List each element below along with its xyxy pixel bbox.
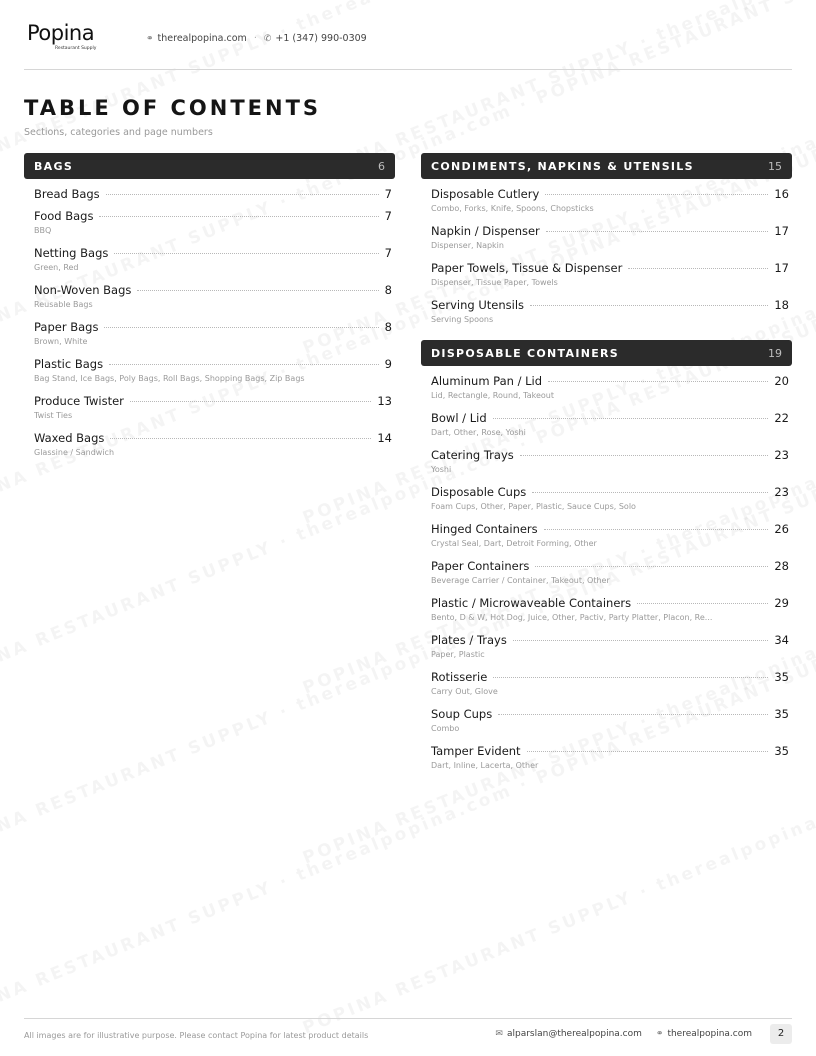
section-bags xyxy=(24,153,395,468)
toc-entry[interactable] xyxy=(421,224,792,251)
entry-name: Paper Containers xyxy=(431,559,530,573)
dot-leader xyxy=(532,492,768,493)
section-header xyxy=(24,153,395,179)
dot-leader xyxy=(493,418,769,419)
entry-subcategories: Reusable Bags xyxy=(34,300,93,309)
entry-name: Disposable Cups xyxy=(431,485,527,499)
toc-entry[interactable] xyxy=(421,187,792,214)
entry-name: Plates / Trays xyxy=(431,633,507,647)
entry-subcategories: Dispenser, Napkin xyxy=(431,241,504,250)
toc-entry[interactable] xyxy=(421,633,792,660)
footer-email[interactable]: alparslan@therealpopina.com xyxy=(506,1029,642,1039)
entry-name: Hinged Containers xyxy=(431,522,538,536)
entry-name: Waxed Bags xyxy=(34,431,105,445)
toc-entry[interactable] xyxy=(421,261,792,288)
section-title: CONDIMENTS, NAPKINS & UTENSILS xyxy=(431,159,694,173)
toc-entry[interactable] xyxy=(421,374,792,401)
section-containers xyxy=(421,340,792,781)
dot-leader xyxy=(109,364,379,365)
entry-page-number: 28 xyxy=(774,559,789,573)
entry-page-number: 26 xyxy=(774,522,789,536)
entry-name: Plastic Bags xyxy=(34,357,104,371)
page-title: TABLE OF CONTENTS xyxy=(24,96,322,120)
entry-subcategories: Bento, D & W, Hot Dog, Juice, Other, Pactiv, Party Platter, Placon, Re... xyxy=(431,613,713,622)
section-title: DISPOSABLE CONTAINERS xyxy=(431,346,620,360)
entry-page-number: 20 xyxy=(774,374,789,388)
toc-entry[interactable] xyxy=(24,394,395,421)
entry-page-number: 18 xyxy=(774,298,789,312)
phone-icon: ✆ xyxy=(263,33,272,44)
entry-subcategories: Beverage Carrier / Container, Takeout, Other xyxy=(431,576,610,585)
dot-leader xyxy=(130,401,371,402)
entry-page-number: 8 xyxy=(384,283,392,297)
entry-page-number: 8 xyxy=(384,320,392,334)
page-subtitle: Sections, categories and page numbers xyxy=(24,127,213,138)
toc-entry[interactable] xyxy=(24,209,395,236)
dot-leader xyxy=(110,438,371,439)
entry-subcategories: BBQ xyxy=(34,226,52,235)
dot-leader xyxy=(513,640,769,641)
footer-disclaimer: All images are for illustrative purpose. Please contact Popina for latest product details xyxy=(24,1031,369,1040)
entry-page-number: 23 xyxy=(774,485,789,499)
entry-name: Soup Cups xyxy=(431,707,493,721)
section-page-number: 19 xyxy=(768,346,782,360)
entry-page-number: 29 xyxy=(774,596,789,610)
toc-entry[interactable] xyxy=(421,522,792,549)
toc-entry[interactable] xyxy=(421,411,792,438)
entry-subcategories: Dart, Other, Rose, Yoshi xyxy=(431,428,526,437)
dot-leader xyxy=(530,305,768,306)
section-title: BAGS xyxy=(34,159,74,173)
entry-page-number: 35 xyxy=(774,707,789,721)
entry-name: Produce Twister xyxy=(34,394,124,408)
globe-icon: ⚭ xyxy=(655,1029,664,1039)
brand-logo xyxy=(27,22,117,54)
dot-leader xyxy=(628,268,768,269)
mail-icon: ✉ xyxy=(495,1029,503,1039)
header-phone[interactable]: +1 (347) 990-0309 xyxy=(275,33,367,44)
entry-subcategories: Yoshi xyxy=(431,465,452,474)
entry-subcategories: Bag Stand, Ice Bags, Poly Bags, Roll Bags, Shopping Bags, Zip Bags xyxy=(34,374,305,383)
toc-entry[interactable] xyxy=(24,431,395,458)
toc-entry[interactable] xyxy=(24,283,395,310)
entry-page-number: 16 xyxy=(774,187,789,201)
entry-subcategories: Dispenser, Tissue Paper, Towels xyxy=(431,278,558,287)
header xyxy=(24,18,792,70)
entry-name: Disposable Cutlery xyxy=(431,187,540,201)
dot-leader xyxy=(493,677,768,678)
entry-subcategories: Dart, Inline, Lacerta, Other xyxy=(431,761,539,770)
brand-subtitle: Restaurant Supply xyxy=(55,46,97,51)
dot-leader xyxy=(520,455,769,456)
dot-leader xyxy=(544,529,769,530)
entry-page-number: 17 xyxy=(774,224,789,238)
header-contact xyxy=(146,33,367,44)
entry-page-number: 7 xyxy=(384,187,392,201)
entry-name: Rotisserie xyxy=(431,670,488,684)
entry-subcategories: Combo xyxy=(431,724,460,733)
entry-page-number: 35 xyxy=(774,744,789,758)
toc-entry[interactable] xyxy=(24,320,395,347)
entry-name: Plastic / Microwaveable Containers xyxy=(431,596,632,610)
footer-website[interactable]: therealpopina.com xyxy=(667,1029,752,1039)
dot-leader xyxy=(99,216,378,217)
entry-subcategories: Brown, White xyxy=(34,337,88,346)
entry-page-number: 9 xyxy=(384,357,392,371)
toc-entry[interactable] xyxy=(421,707,792,734)
dot-leader xyxy=(637,603,768,604)
toc-entry[interactable] xyxy=(421,485,792,512)
toc-entry[interactable] xyxy=(24,246,395,273)
entry-page-number: 22 xyxy=(774,411,789,425)
section-header xyxy=(421,153,792,179)
contact-separator: · xyxy=(253,33,257,44)
toc-entry[interactable] xyxy=(421,670,792,697)
toc-entry[interactable] xyxy=(421,559,792,586)
toc-entry[interactable] xyxy=(421,596,792,623)
entry-subcategories: Lid, Rectangle, Round, Takeout xyxy=(431,391,555,400)
toc-entry[interactable] xyxy=(421,448,792,475)
entry-name: Bowl / Lid xyxy=(431,411,487,425)
page-number-badge: 2 xyxy=(770,1024,792,1044)
entry-name: Tamper Evident xyxy=(431,744,521,758)
entry-name: Netting Bags xyxy=(34,246,109,260)
entry-page-number: 13 xyxy=(377,394,392,408)
footer-contact xyxy=(495,1029,752,1039)
section-page-number: 15 xyxy=(768,159,782,173)
entry-name: Paper Towels, Tissue & Dispenser xyxy=(431,261,623,275)
entry-subcategories: Carry Out, Glove xyxy=(431,687,498,696)
entry-name: Catering Trays xyxy=(431,448,514,462)
entry-page-number: 23 xyxy=(774,448,789,462)
entry-name: Bread Bags xyxy=(34,187,100,201)
dot-leader xyxy=(535,566,768,567)
entry-page-number: 7 xyxy=(384,209,392,223)
toc-entry[interactable] xyxy=(24,357,395,384)
entry-subcategories: Green, Red xyxy=(34,263,79,272)
entry-page-number: 14 xyxy=(377,431,392,445)
entry-name: Napkin / Dispenser xyxy=(431,224,540,238)
globe-icon: ⚭ xyxy=(146,33,154,44)
toc-entry[interactable] xyxy=(421,744,792,771)
dot-leader xyxy=(106,194,379,195)
dot-leader xyxy=(137,290,378,291)
entry-page-number: 34 xyxy=(774,633,789,647)
entry-subcategories: Paper, Plastic xyxy=(431,650,485,659)
footer xyxy=(24,1018,792,1048)
entry-name: Aluminum Pan / Lid xyxy=(431,374,543,388)
section-page-number: 6 xyxy=(378,159,385,173)
dot-leader xyxy=(548,381,768,382)
dot-leader xyxy=(545,194,768,195)
dot-leader xyxy=(527,751,769,752)
entry-subcategories: Foam Cups, Other, Paper, Plastic, Sauce Cups, Solo xyxy=(431,502,636,511)
entry-subcategories: Serving Spoons xyxy=(431,315,494,324)
entry-name: Non-Woven Bags xyxy=(34,283,132,297)
entry-page-number: 35 xyxy=(774,670,789,684)
header-website[interactable]: therealpopina.com xyxy=(157,33,247,44)
dot-leader xyxy=(114,253,378,254)
dot-leader xyxy=(104,327,378,328)
entry-name: Serving Utensils xyxy=(431,298,525,312)
entry-subcategories: Glassine / Sandwich xyxy=(34,448,115,457)
entry-subcategories: Combo, Forks, Knife, Spoons, Chopsticks xyxy=(431,204,594,213)
section-header xyxy=(421,340,792,366)
dot-leader xyxy=(546,231,769,232)
brand-name: Popina xyxy=(27,21,95,45)
entry-name: Paper Bags xyxy=(34,320,99,334)
dot-leader xyxy=(498,714,768,715)
toc-entry[interactable] xyxy=(24,187,395,203)
entry-name: Food Bags xyxy=(34,209,94,223)
entry-subcategories: Twist Ties xyxy=(34,411,73,420)
entry-page-number: 17 xyxy=(774,261,789,275)
toc-entry[interactable] xyxy=(421,298,792,325)
section-condiments xyxy=(421,153,792,335)
entry-page-number: 7 xyxy=(384,246,392,260)
entry-subcategories: Crystal Seal, Dart, Detroit Forming, Other xyxy=(431,539,597,548)
